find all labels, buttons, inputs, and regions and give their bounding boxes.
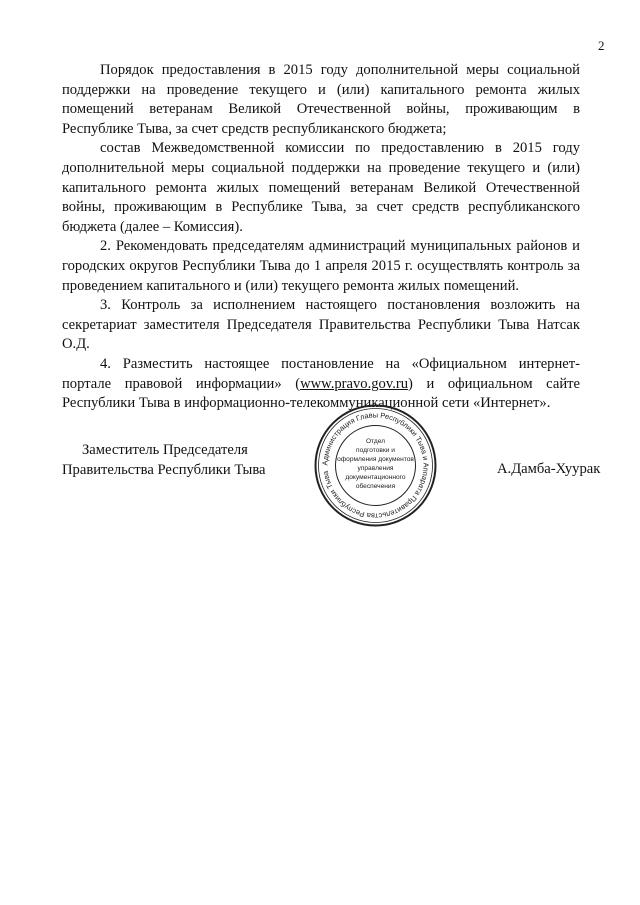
seal-outer-text: Администрация Главы Республики Тыва и Аппарата Правительства Республики Тыва (320, 410, 431, 521)
official-seal (313, 403, 438, 528)
seal-inner-line-3: оформления документов (337, 456, 414, 463)
seal-inner-line-2: подготовки и (356, 447, 395, 454)
seal-inner-line-6: обеспечения (355, 483, 396, 490)
position-line-2: Правительства Республики Тыва (62, 461, 266, 478)
signatory-name: А.Дамба-Хуурак (497, 461, 601, 477)
seal-inner-line-5: документационного (345, 474, 406, 481)
paragraph-commission: состав Межведомственной комиссии по предоставлению в 2015 году дополнительной меры социальной поддержки на проведение текущего и (или) капитального ремонта жилых помещений ветеранам Великой Отечественной войны, проживающим в Республике Тыва, за счет средств республиканского бюджета (далее – Комиссия). (62, 140, 580, 235)
signatory-position (62, 441, 266, 480)
pravo-link[interactable]: www.pravo.gov.ru (300, 375, 409, 392)
seal-inner-line-1: Отдел (365, 438, 386, 445)
paragraph-recommendation: 2. Рекомендовать председателям администраций муниципальных районов и городских округов Республики Тыва до 1 апреля 2015 г. осуществлять контроль за проведением капитального и (или) текущего ремонта жилых помещений. (62, 238, 580, 294)
position-line-1: Заместитель Председателя (82, 442, 248, 458)
paragraph-control: 3. Контроль за исполнением настоящего постановления возложить на секретариат заместителя Председателя Правительства Республики Тыва Натсак О.Д. (62, 297, 580, 353)
publication-text-start: 4. Разместить настоящее постановление на «Официальном интернет-портале правовой информации» ( (62, 355, 580, 392)
seal-inner-line-4: управления (357, 465, 394, 472)
page-number: 2 (598, 38, 605, 53)
publication-text-end: ) и официальном сайте Республики Тыва в информационно-телекоммуникационной сети «Интернет». (62, 375, 580, 412)
paragraph-order: Порядок предоставления в 2015 году дополнительной меры социальной поддержки на проведение текущего и (или) капитального ремонта жилых помещений ветеранам Великой Отечественной войны, проживающим в Республике Тыва, за счет средств республиканского бюджета; (62, 62, 580, 137)
document-body (62, 61, 580, 414)
